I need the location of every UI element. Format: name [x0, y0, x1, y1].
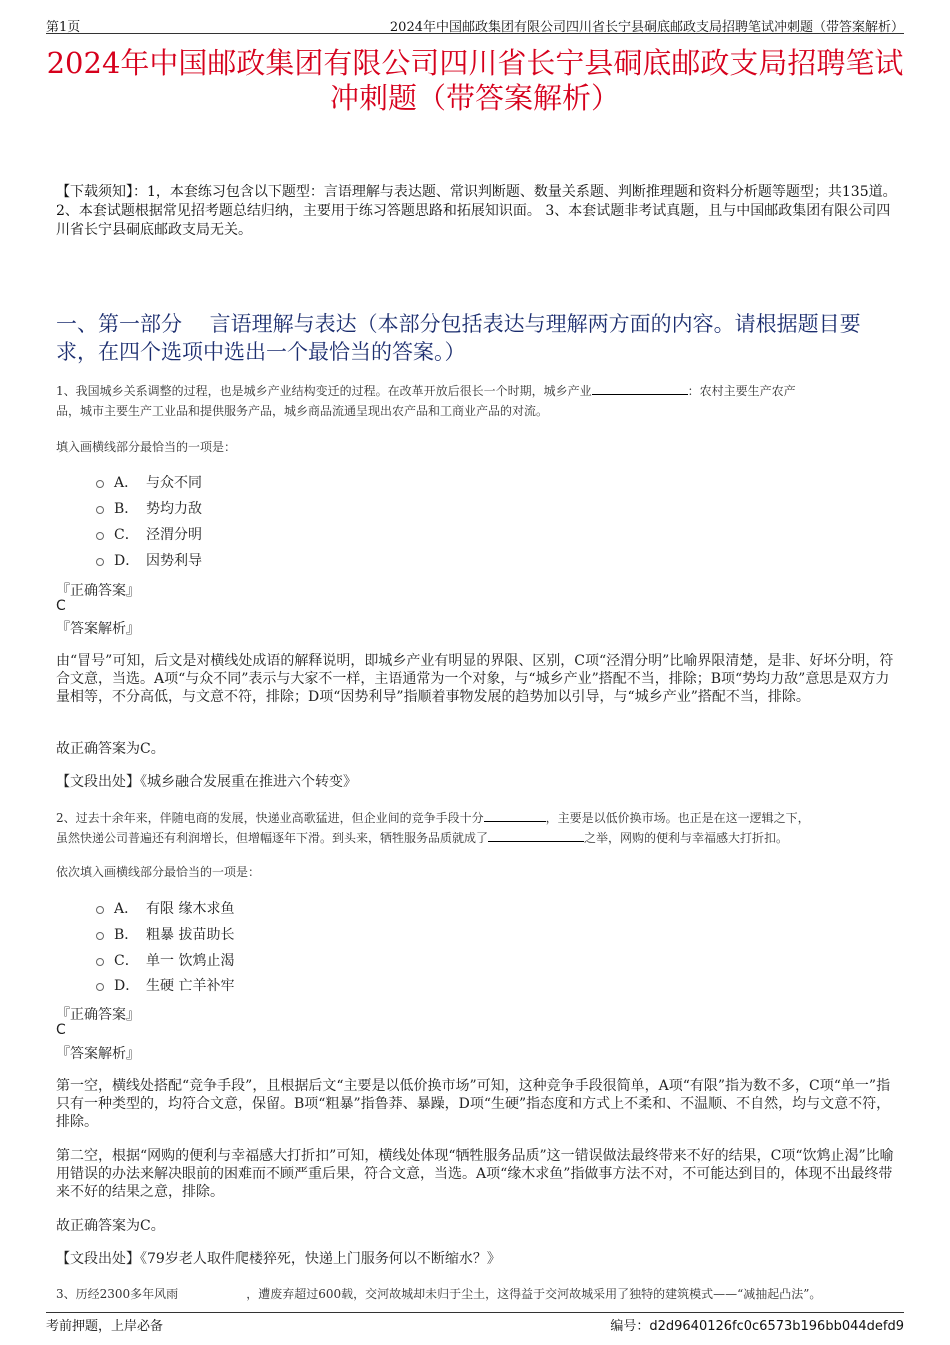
footer-divider — [46, 1312, 904, 1313]
q1-answer: C — [56, 598, 66, 614]
radio-icon[interactable] — [96, 558, 104, 566]
q2-stem-part-d: 之举，网购的便利与幸福感大打折扣。 — [584, 831, 789, 845]
q2-blank-1 — [484, 809, 546, 822]
q1-option-c[interactable]: C． 泾渭分明 — [96, 524, 202, 544]
section-heading: 一、第一部分 言语理解与表达（本部分包括表达与理解两方面的内容。请根据题目要求，在四个选项中选出一个最恰当的答案。） — [56, 312, 861, 364]
q1-stem-part-c: 品，城市主要生产工业品和提供服务产品，城乡商品流通呈现出农产品和工商业产品的对流。 — [56, 404, 549, 418]
q1-conclusion: 故正确答案为C。 — [56, 741, 165, 757]
footer-code — [610, 1315, 904, 1334]
footer-code-value: d2d9640126fc0c6573b196bb044defd9 — [649, 1319, 904, 1334]
q2-stem-part-c: 虽然快递公司普遍还有利润增长，但增幅逐年下滑。到头来，牺牲服务品质就成了 — [56, 831, 489, 845]
radio-icon[interactable] — [96, 932, 104, 940]
page-title: 2024年中国邮政集团有限公司四川省长宁县硐底邮政支局招聘笔试冲刺题（带答案解析） — [46, 46, 904, 115]
page-number: 第1页 — [46, 20, 81, 35]
footer-code-label: 编号： — [610, 1319, 650, 1334]
q2-analysis-1: 第一空，横线处搭配“竞争手段”，且根据后文“主要是以低价换市场”可知，这种竞争手段很简单，A项“有限”指为数不多，C项“单一”指只有一种类型的，均符合文意，保留。B项“粗暴”指鲁莽、暴躁，D项“生硬”指态度和方式上不柔和、不温顺、不自然，均与文意不符，排除。 — [56, 1078, 891, 1130]
radio-icon[interactable] — [96, 958, 104, 966]
q2-analysis-2: 第二空，根据“网购的便利与幸福感大打折扣”可知，横线处体现“牺牲服务品质”这一错误做法最终带来不好的结果，C项“饮鸩止渴”比喻用错误的办法来解决眼前的困难而不顾严重后果，符合文意，当选。A项“缘木求鱼”指做事方法不对，不可能达到目的，体现不出最终带来不好的结果之意，排除。 — [56, 1148, 894, 1200]
q1-source: 【文段出处】《城乡融合发展重在推进六个转变》 — [56, 774, 357, 790]
q3-stem-part-a: 3、历经2300多年风雨 — [56, 1287, 179, 1301]
q2-analysis-label: 『答案解析』 — [56, 1046, 140, 1062]
q1-prompt: 填入画横线部分最恰当的一项是： — [56, 440, 237, 454]
q2-prompt: 依次填入画横线部分最恰当的一项是： — [56, 865, 261, 879]
q1-stem-part-b: ：农村主要生产农产 — [687, 384, 796, 398]
question-1-stem — [56, 381, 898, 421]
radio-icon[interactable] — [96, 983, 104, 991]
footer-slogan: 考前押题，上岸必备 — [46, 1319, 164, 1334]
q2-blank-2 — [488, 829, 584, 842]
q2-answer: C — [56, 1022, 66, 1038]
q2-option-d[interactable]: D． 生硬 亡羊补牢 — [96, 975, 234, 995]
question-2-stem — [56, 808, 898, 848]
q1-stem-part-a: 1、我国城乡关系调整的过程，也是城乡产业结构变迁的过程。在改革开放后很长一个时期，城乡产业 — [56, 384, 592, 398]
q1-option-b[interactable]: B． 势均力敌 — [96, 498, 202, 518]
header-doc-title: 2024年中国邮政集团有限公司四川省长宁县硐底邮政支局招聘笔试冲刺题（带答案解析） — [389, 20, 904, 35]
q2-option-c[interactable]: C． 单一 饮鸩止渴 — [96, 950, 234, 970]
q1-blank — [592, 382, 688, 395]
q2-stem-part-a: 2、过去十余年来，伴随电商的发展，快递业高歌猛进，但企业间的竞争手段十分 — [56, 811, 484, 825]
q2-conclusion: 故正确答案为C。 — [56, 1218, 165, 1234]
download-notice: 【下载须知】：1，本套练习包含以下题型：言语理解与表达题、常识判断题、数量关系题、判断推理题和资料分析题等题型；共135道。 2、本套试题根据常见招考题总结归纳，主要用于练习答题思路和拓展知识面。 3、本套试题非考试真题，且与中国邮政集团有限公司四川省长宁县硐底邮政支局无关。 — [56, 184, 897, 238]
q1-correct-label: 『正确答案』 — [56, 583, 140, 599]
radio-icon[interactable] — [96, 480, 104, 488]
q2-option-a[interactable]: A． 有限 缘木求鱼 — [96, 898, 234, 918]
q1-analysis-label: 『答案解析』 — [56, 621, 140, 637]
q2-source: 【文段出处】《79岁老人取件爬楼猝死，快递上门服务何以不断缩水？》 — [56, 1251, 501, 1267]
q2-option-b[interactable]: B． 粗暴 拔苗助长 — [96, 924, 234, 944]
q2-correct-label: 『正确答案』 — [56, 1007, 140, 1023]
radio-icon[interactable] — [96, 532, 104, 540]
q3-stem-part-b: ，遭废弃超过600载，交河故城却未归于尘土，这得益于交河故城采用了独特的建筑模式——“减抽起凸法”。 — [246, 1287, 822, 1301]
question-3-stem — [56, 1284, 898, 1304]
radio-icon[interactable] — [96, 506, 104, 514]
radio-icon[interactable] — [96, 906, 104, 914]
q2-stem-part-b: ，主要是以低价换市场。也正是在这一逻辑之下， — [545, 811, 810, 825]
q1-option-d[interactable]: D． 因势利导 — [96, 550, 202, 570]
header-divider — [46, 33, 904, 34]
q1-option-a[interactable]: A． 与众不同 — [96, 472, 202, 492]
q1-analysis: 由“冒号”可知，后文是对横线处成语的解释说明，即城乡产业有明显的界限、区别，C项“泾渭分明”比喻界限清楚，是非、好坏分明，符合文意，当选。A项“与众不同”表示与大家不一样，主语通常为一个对象，与“城乡产业”搭配不当，排除；B项“势均力敌”意思是双方力量相等，不分高低，与文意不符，排除；D项“因势利导”指顺着事物发展的趋势加以引导，与“城乡产业”搭配不当，排除。 — [56, 653, 894, 705]
